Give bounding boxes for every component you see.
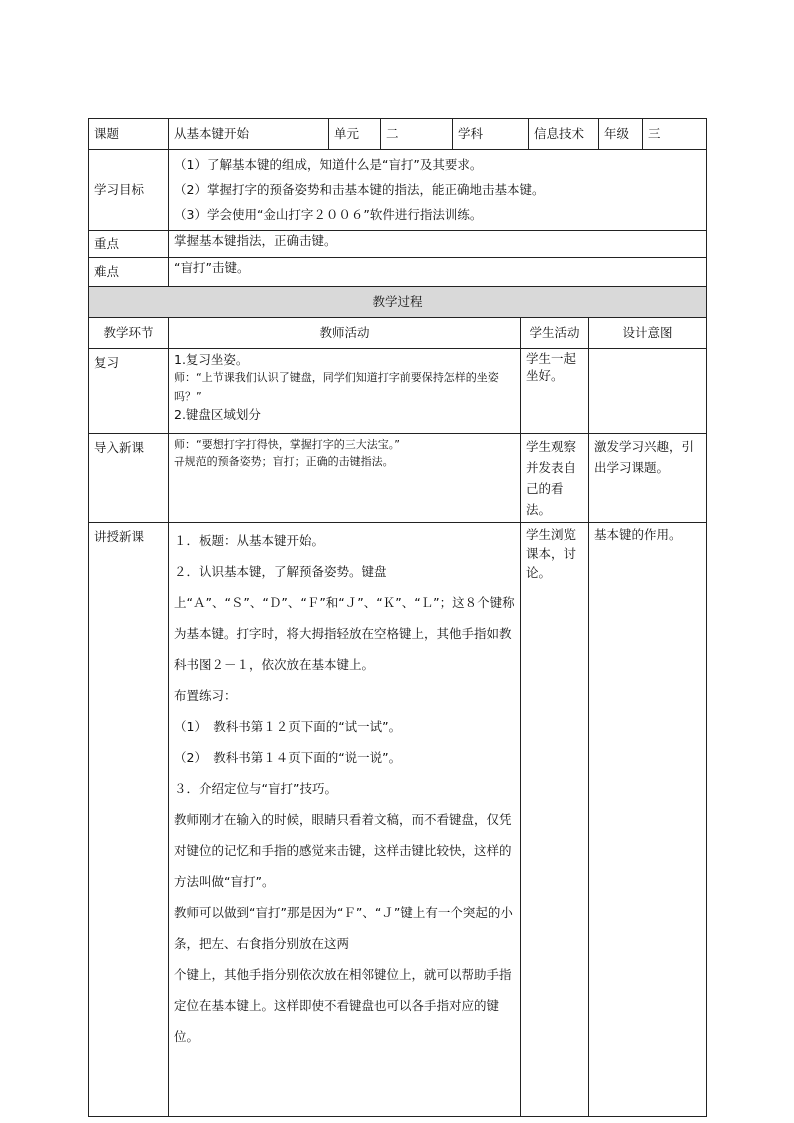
column-header-intent: 设计意图	[589, 318, 707, 349]
subject-label: 学科	[453, 119, 529, 150]
column-header-student: 学生活动	[521, 318, 589, 349]
topic-label: 课题	[89, 119, 169, 150]
review-intent	[589, 349, 707, 434]
unit-value: 二	[381, 119, 453, 150]
goals-row	[89, 150, 707, 231]
lecture-teacher-line: （2） 教科书第１４页下面的“说一说”。	[174, 750, 402, 765]
goals-content	[169, 150, 707, 231]
goals-label: 学习目标	[89, 150, 169, 231]
column-header-stage: 教学环节	[89, 318, 169, 349]
lecture-student: 学生浏览课本，讨论。	[521, 523, 589, 1117]
intro-student: 学生观察并发表自己的看法。	[521, 434, 589, 523]
lecture-stage: 讲授新课	[89, 523, 169, 1117]
subject-value: 信息技术	[529, 119, 599, 150]
grade-value: 三	[643, 119, 707, 150]
lecture-teacher-line: ２．认识基本键，了解预备姿势。键盘上“Ａ”、“Ｓ”、“Ｄ”、“Ｆ”和“Ｊ”、“Ｋ”、“Ｌ”；这８个键称为基本键。打字时，将大拇指轻放在空格键上，其他手指如教科书图２－１，依次放在基本键上。	[174, 564, 515, 672]
review-stage: 复习	[89, 349, 169, 434]
difficulty-text: “盲打”击键。	[169, 258, 707, 287]
review-teacher-line: 2.键盘区域划分	[174, 407, 261, 422]
lecture-teacher-line: １．板题：从基本键开始。	[174, 533, 325, 548]
lecture-intent: 基本键的作用。	[589, 523, 707, 1117]
header-row	[89, 119, 707, 150]
intro-row	[89, 434, 707, 523]
lecture-row	[89, 523, 707, 1117]
grade-label: 年级	[599, 119, 643, 150]
focus-text: 掌握基本键指法，正确击键。	[169, 231, 707, 258]
lecture-teacher-line: 个键上，其他手指分别依次放在相邻键位上，就可以帮助手指定位在基本键上。这样即使不看键盘也可以各手指对应的键位。	[174, 967, 512, 1044]
lecture-teacher-line: 教师可以做到“盲打”那是因为“Ｆ”、“Ｊ”键上有一个突起的小条，把左、右食指分别放在这两	[174, 905, 513, 951]
focus-row	[89, 231, 707, 258]
lecture-teacher-line: （1） 教科书第１２页下面的“试一试”。	[174, 719, 402, 734]
lecture-teacher-line: 布置练习：	[174, 688, 237, 703]
goal-item: （2）掌握打字的预备姿势和击基本键的指法，能正确地击基本键。	[174, 182, 545, 197]
process-title-row	[89, 287, 707, 318]
goal-item: （1）了解基本键的组成，知道什么是“盲打”及其要求。	[174, 157, 483, 172]
review-teacher-line: 师：“上节课我们认识了键盘，同学们知道打字前要保持怎样的坐姿吗？”	[174, 371, 499, 403]
difficulty-row	[89, 258, 707, 287]
lecture-teacher-line: ３．介绍定位与“盲打”技巧。	[174, 781, 337, 796]
review-row	[89, 349, 707, 434]
intro-teacher-line: 师：“要想打字打得快，掌握打字的三大法宝。”	[174, 438, 400, 451]
lecture-teacher-line: 教师刚才在输入的时候，眼睛只看着文稿，而不看键盘，仅凭对键位的记忆和手指的感觉来击键，这样击键比较快，这样的方法叫做“盲打”。	[174, 812, 512, 889]
lecture-teacher	[169, 523, 521, 1117]
intro-teacher	[169, 434, 521, 523]
review-teacher-line: 1.复习坐姿。	[174, 352, 249, 367]
intro-teacher-line: 규规范的预备姿势；盲打；正确的击键指法。	[174, 455, 394, 468]
review-teacher	[169, 349, 521, 434]
lesson-plan	[88, 118, 706, 1117]
focus-label: 重点	[89, 231, 169, 258]
unit-label: 单元	[329, 119, 381, 150]
topic-value: 从基本键开始	[169, 119, 329, 150]
process-title: 教学过程	[89, 287, 707, 318]
intro-stage: 导入新课	[89, 434, 169, 523]
goal-item: （3）学会使用“金山打字２００６”软件进行指法训练。	[174, 207, 483, 222]
lesson-table	[88, 118, 707, 1117]
intro-intent: 激发学习兴趣，引出学习课题。	[589, 434, 707, 523]
column-header-teacher: 教师活动	[169, 318, 521, 349]
review-student: 学生一起坐好。	[521, 349, 589, 434]
difficulty-label: 难点	[89, 258, 169, 287]
column-header-row	[89, 318, 707, 349]
